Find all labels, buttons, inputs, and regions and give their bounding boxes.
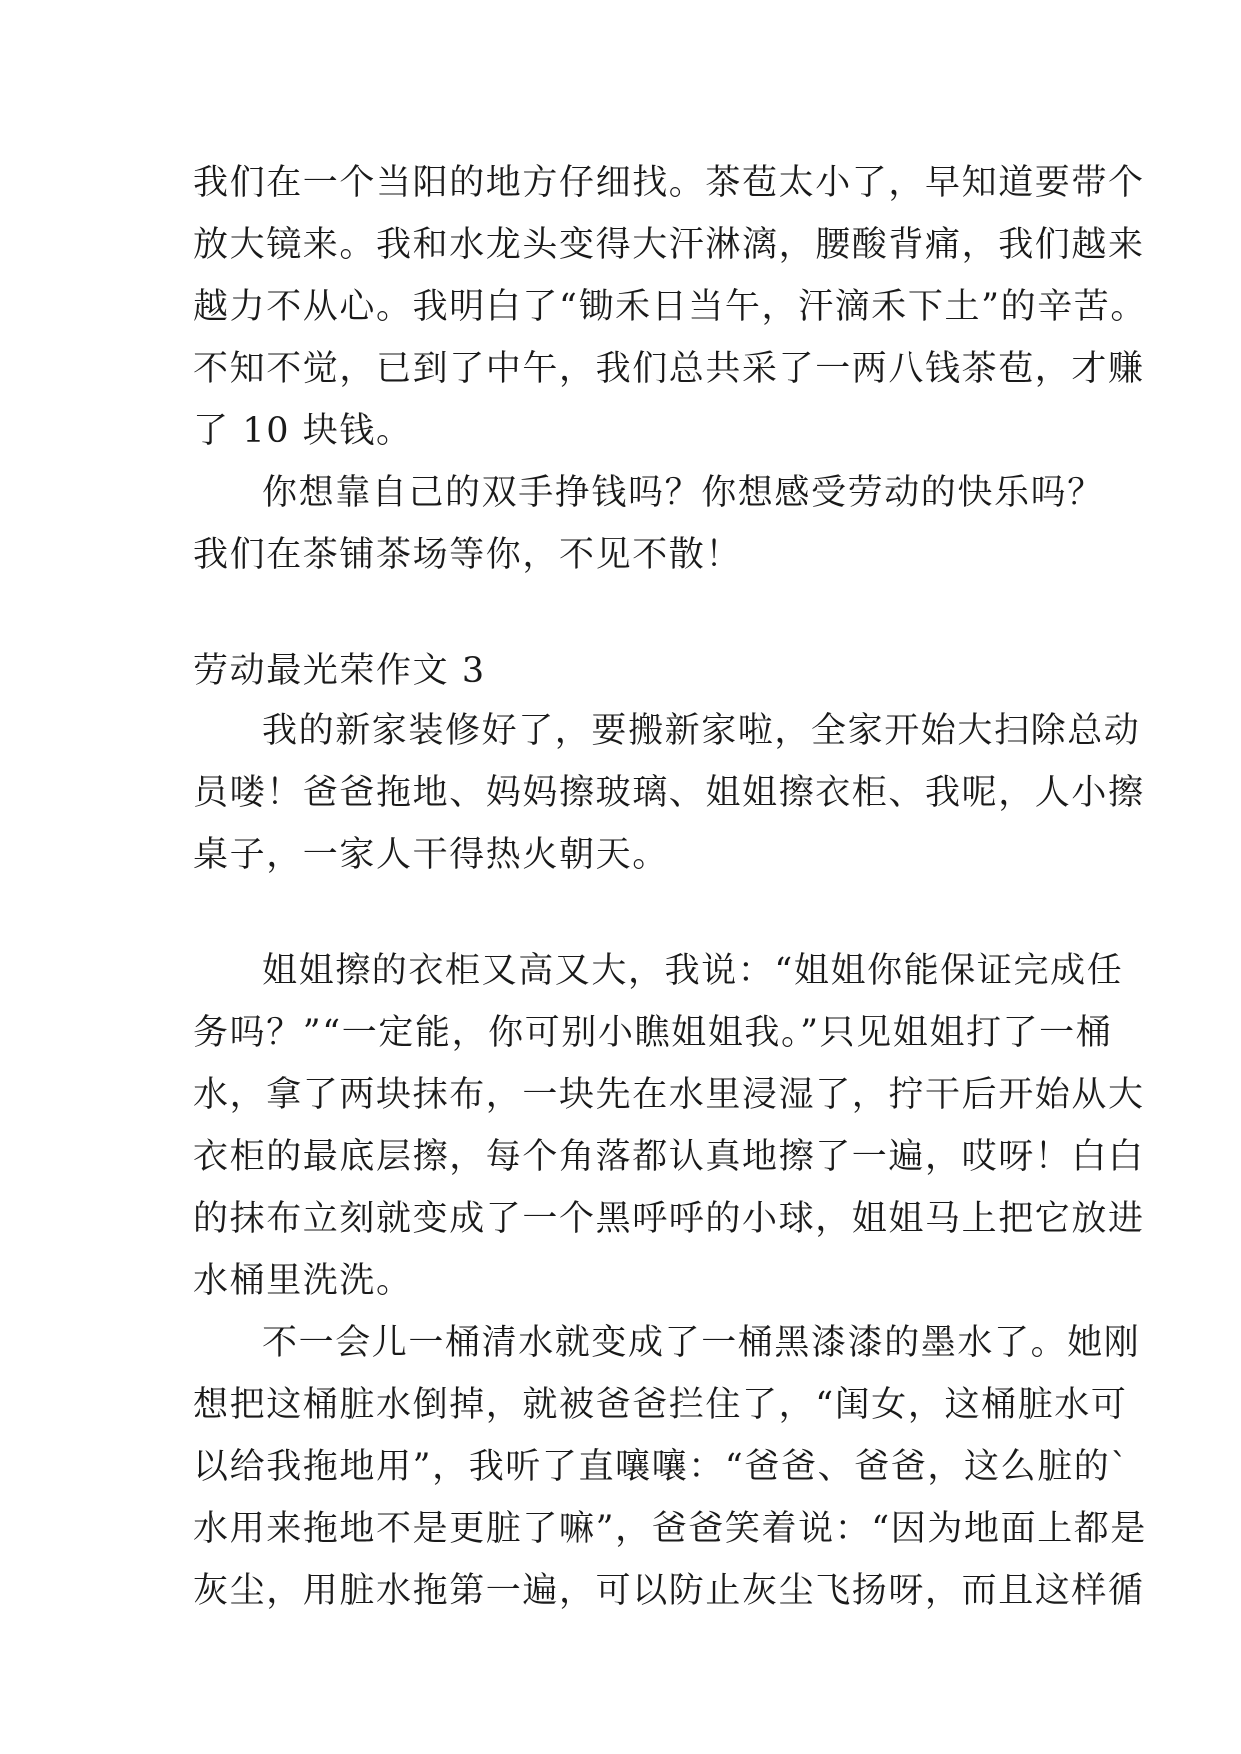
paragraph-line: 桌子，一家人干得热火朝天。 — [193, 835, 669, 875]
paragraph-line: 你想靠自己的双手挣钱吗？你想感受劳动的快乐吗？ — [262, 473, 1104, 513]
paragraph-line: 以给我拖地用”，我听了直嚷嚷：“爸爸、爸爸，这么脏的` — [193, 1447, 1130, 1487]
paragraph-line: 水，拿了两块抹布，一块先在水里浸湿了，拧干后开始从大 — [193, 1075, 1145, 1115]
paragraph-line: 了 10 块钱。 — [193, 411, 413, 451]
paragraph-line: 灰尘，用脏水拖第一遍，可以防止灰尘飞扬呀，而且这样循 — [193, 1571, 1145, 1611]
paragraph-line: 衣柜的最底层擦，每个角落都认真地擦了一遍，哎呀！白白 — [193, 1137, 1145, 1177]
paragraph-line: 的抹布立刻就变成了一个黑呼呼的小球，姐姐马上把它放进 — [193, 1199, 1145, 1239]
paragraph-line: 我们在茶铺茶场等你，不见不散！ — [193, 535, 743, 575]
paragraph-line: 姐姐擦的衣柜又高又大，我说：“姐姐你能保证完成任 — [262, 951, 1124, 991]
section-title: 劳动最光荣作文 3 — [193, 651, 486, 691]
paragraph-line: 越力不从心。我明白了“锄禾日当午，汗滴禾下土”的辛苦。 — [193, 287, 1147, 327]
paragraph-line: 务吗？”“一定能，你可别小瞧姐姐我。”只见姐姐打了一桶 — [193, 1013, 1113, 1053]
paragraph-line: 我的新家装修好了，要搬新家啦，全家开始大扫除总动 — [262, 711, 1141, 751]
paragraph-line: 放大镜来。我和水龙头变得大汗淋漓，腰酸背痛，我们越来 — [193, 225, 1145, 265]
paragraph-line: 水桶里洗洗。 — [193, 1261, 413, 1301]
paragraph-line: 不知不觉，已到了中午，我们总共采了一两八钱茶苞，才赚 — [193, 349, 1145, 389]
paragraph-line: 水用来拖地不是更脏了嘛”，爸爸笑着说：“因为地面上都是 — [193, 1509, 1147, 1549]
paragraph-line: 不一会儿一桶清水就变成了一桶黑漆漆的墨水了。她刚 — [262, 1323, 1141, 1363]
paragraph-line: 我们在一个当阳的地方仔细找。茶苞太小了，早知道要带个 — [193, 163, 1145, 203]
paragraph-line: 想把这桶脏水倒掉，就被爸爸拦住了，“闺女，这桶脏水可 — [193, 1385, 1128, 1425]
paragraph-line: 员喽！爸爸拖地、妈妈擦玻璃、姐姐擦衣柜、我呢，人小擦 — [193, 773, 1145, 813]
